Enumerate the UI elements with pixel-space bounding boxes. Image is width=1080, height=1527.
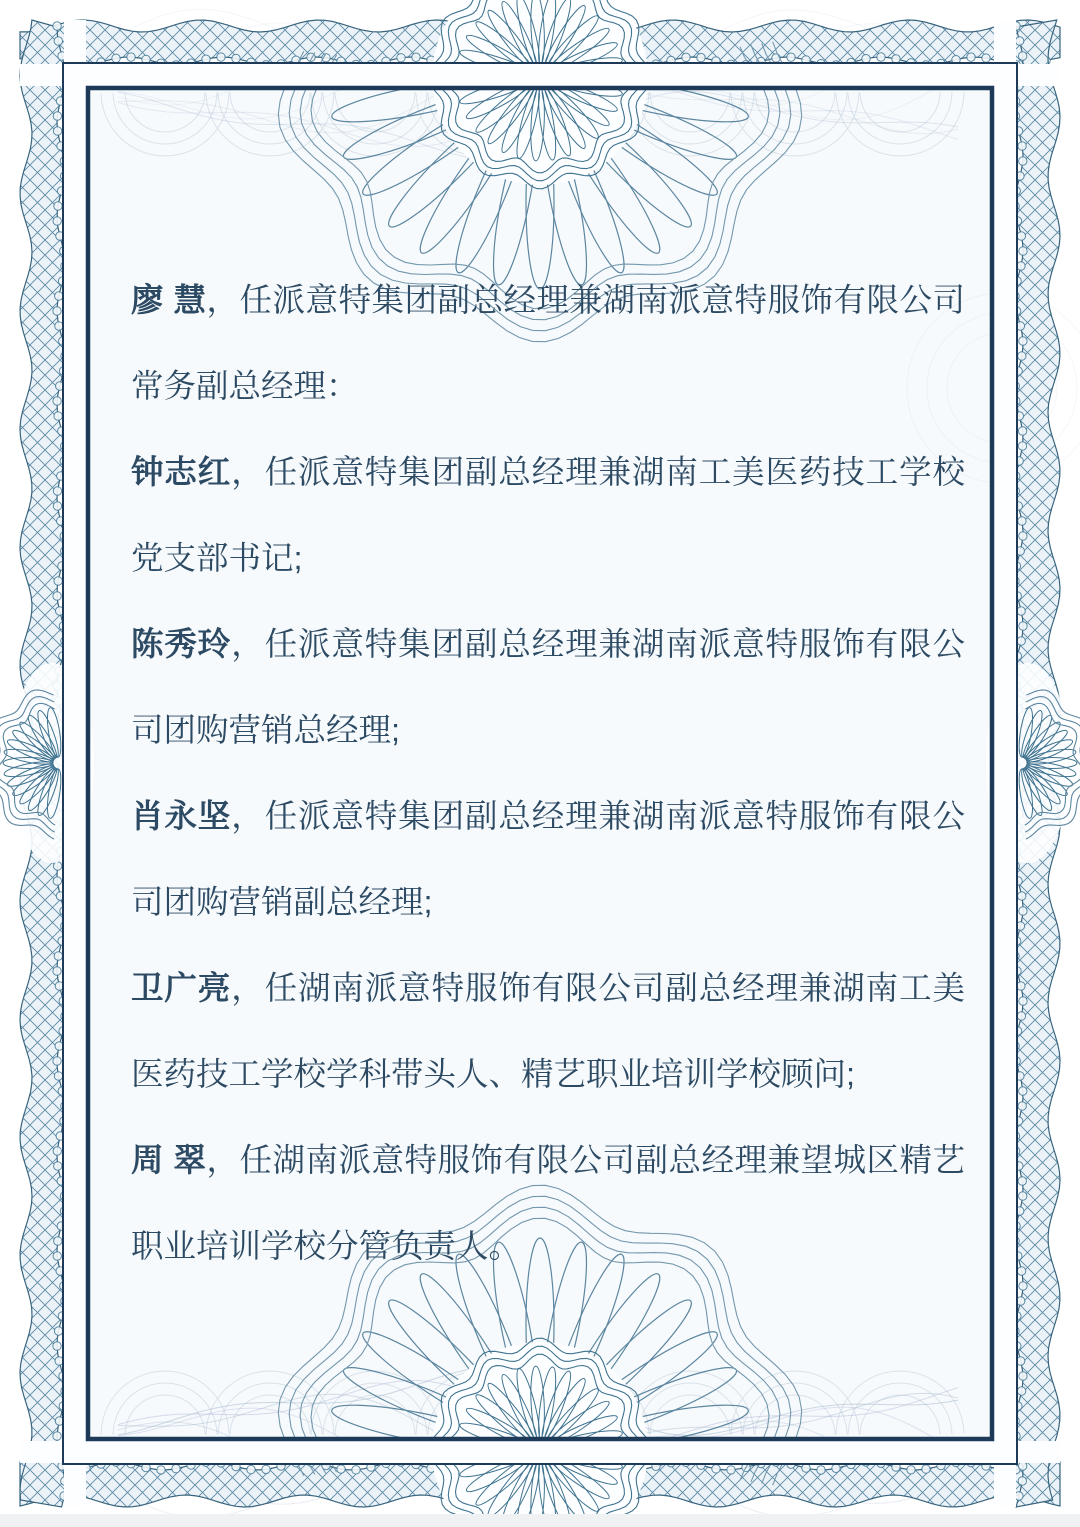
scan-edge-shadow xyxy=(0,1514,1080,1527)
appointment-line xyxy=(131,1117,965,1203)
person-name: 廖 慧 xyxy=(131,282,207,318)
appointment-title: 任湖南派意特服饰有限公司副总经理兼湖南工美 xyxy=(264,970,965,1006)
appointment-title: 任派意特集团副总经理兼湖南工美医药技工学校 xyxy=(264,454,965,490)
comma: ， xyxy=(206,1142,240,1178)
comma: ， xyxy=(231,970,265,1006)
person-name: 钟志红 xyxy=(131,454,232,490)
comma: ， xyxy=(231,798,265,834)
appointment-title: 任派意特集团副总经理兼湖南派意特服饰有限公 xyxy=(264,626,965,662)
appointment-line xyxy=(131,257,965,343)
appointment-line-cont: 党支部书记; xyxy=(131,540,303,576)
comma: ， xyxy=(231,454,265,490)
appointment-line-cont: 常务副总经理： xyxy=(131,368,359,404)
person-name: 肖永坚 xyxy=(131,798,232,834)
appointment-line-cont: 司团购营销总经理; xyxy=(131,712,401,748)
appointment-title: 任派意特集团副总经理兼湖南派意特服饰有限公司 xyxy=(239,282,965,318)
appointment-line-cont: 司团购营销副总经理; xyxy=(131,884,433,920)
appointment-line-cont: 职业培训学校分管负责人。 xyxy=(131,1228,522,1264)
appointment-text xyxy=(131,257,965,1289)
person-name: 卫广亮 xyxy=(131,970,232,1006)
person-name: 周 翠 xyxy=(131,1142,207,1178)
person-name: 陈秀玲 xyxy=(131,626,232,662)
comma: ， xyxy=(206,282,240,318)
appointment-title: 任派意特集团副总经理兼湖南派意特服饰有限公 xyxy=(264,798,965,834)
comma: ， xyxy=(231,626,265,662)
appointment-line-cont: 医药技工学校学科带头人、精艺职业培训学校顾问; xyxy=(131,1056,856,1092)
appointment-line xyxy=(131,429,965,515)
appointment-line xyxy=(131,773,965,859)
appointment-title: 任湖南派意特服饰有限公司副总经理兼望城区精艺 xyxy=(239,1142,965,1178)
appointment-line xyxy=(131,601,965,687)
appointment-line xyxy=(131,945,965,1031)
